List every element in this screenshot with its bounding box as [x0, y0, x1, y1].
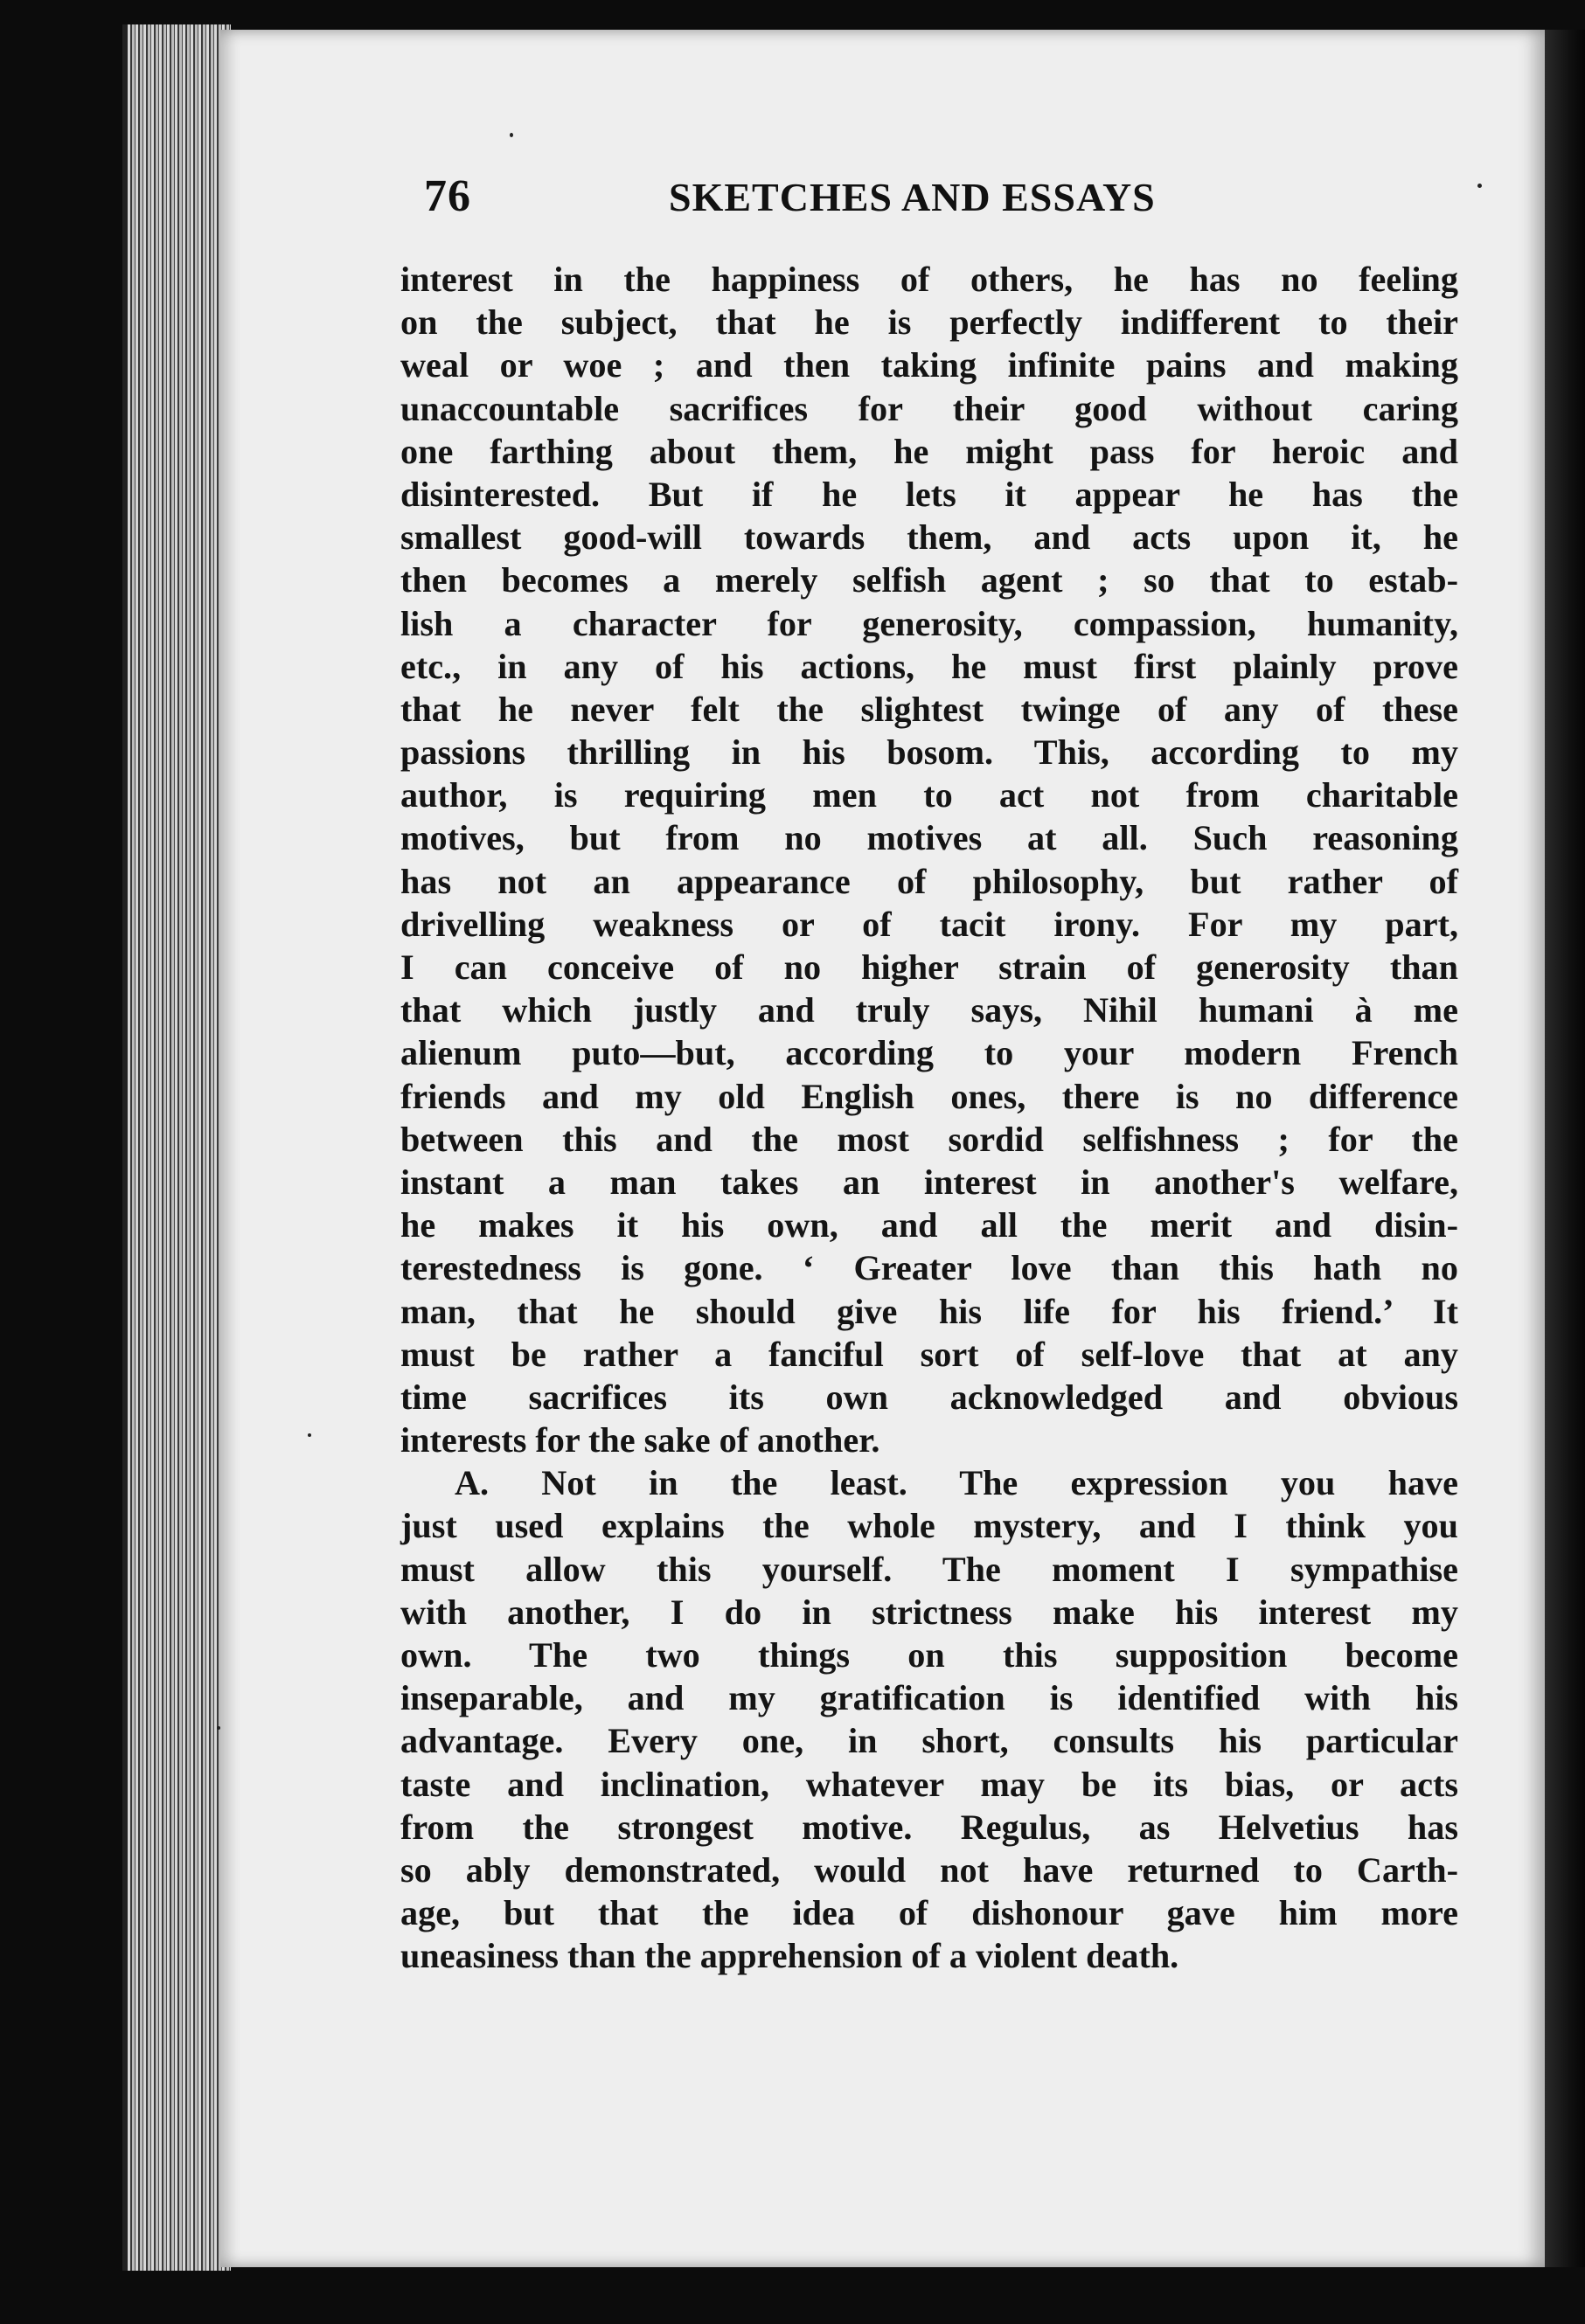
running-title: SKETCHES AND ESSAYS [669, 175, 1156, 219]
body-text [400, 258, 1458, 1978]
text-line: friends and my old English ones, there is no difference [400, 1076, 1458, 1116]
text-line: between this and the most sordid selfishness ; for the [400, 1119, 1458, 1159]
text-line: drivelling weakness or of tacit irony. For my part, [400, 904, 1458, 944]
text-line: man, that he should give his life for his friend.’ It [400, 1291, 1458, 1331]
text-line: motives, but from no motives at all. Such reasoning [400, 818, 1458, 858]
text-line: alienum puto—but, according to your modern French [400, 1033, 1458, 1073]
text-line: passions thrilling in his bosom. This, according to my [400, 732, 1458, 773]
text-line: with another, I do in strictness make his interest my [400, 1592, 1458, 1632]
text-line: time sacrifices its own acknowledged and obvious [400, 1377, 1458, 1417]
scan-speck [217, 1726, 220, 1730]
text-line: smallest good-will towards them, and acts upon it, he [400, 517, 1458, 558]
text-line: advantage. Every one, in short, consults his particular [400, 1721, 1458, 1761]
book-page-edges [122, 24, 231, 2271]
scan-speck [1477, 184, 1482, 188]
text-line: must allow this yourself. The moment I sympathise [400, 1549, 1458, 1589]
text-line: on the subject, that he is perfectly indifferent to their [400, 302, 1458, 343]
text-line: he makes it his own, and all the merit and disin- [400, 1205, 1458, 1245]
text-line: that he never felt the slightest twinge of any of these [400, 689, 1458, 729]
text-line: has not an appearance of philosophy, but rather of [400, 861, 1458, 901]
text-line: instant a man takes an interest in another's welfare, [400, 1162, 1458, 1202]
text-line: own. The two things on this supposition become [400, 1635, 1458, 1675]
text-line: disinterested. But if he lets it appear he has the [400, 474, 1458, 514]
text-line: inseparable, and my gratification is identified with his [400, 1678, 1458, 1718]
text-line: taste and inclination, whatever may be its bias, or acts [400, 1764, 1458, 1804]
text-line: author, is requiring men to act not from charitable [400, 775, 1458, 815]
text-line: from the strongest motive. Regulus, as Helvetius has [400, 1807, 1458, 1847]
text-line: then becomes a merely selfish agent ; so that to estab- [400, 560, 1458, 600]
book-binding-shadow [1545, 30, 1585, 2267]
page-number: 76 [424, 171, 471, 221]
text-line: so ably demonstrated, would not have returned to Carth- [400, 1849, 1458, 1890]
text-line: I can conceive of no higher strain of generosity than [400, 947, 1458, 987]
scan-speck [510, 133, 513, 137]
text-line: unaccountable sacrifices for their good without caring [400, 388, 1458, 428]
text-line: uneasiness than the apprehension of a violent death. [400, 1936, 1179, 1976]
text-line: just used explains the whole mystery, and I think you [400, 1506, 1458, 1546]
text-line: interests for the sake of another. [400, 1420, 880, 1460]
scan-speck [308, 1433, 311, 1437]
page-header [424, 170, 1491, 249]
text-line: terestedness is gone. ‘ Greater love than this hath no [400, 1248, 1458, 1288]
text-line: interest in the happiness of others, he has no feeling [400, 260, 1458, 299]
text-line: one farthing about them, he might pass for heroic and [400, 431, 1458, 471]
text-line: A. Not in the least. The expression you have [455, 1463, 1458, 1503]
text-line: etc., in any of his actions, he must first plainly prove [400, 646, 1458, 686]
text-line: weal or woe ; and then taking infinite pains and making [400, 345, 1458, 385]
text-line: must be rather a fanciful sort of self-love that at any [400, 1334, 1458, 1374]
text-line: age, but that the idea of dishonour gave him more [400, 1893, 1458, 1933]
text-line: lish a character for generosity, compassion, humanity, [400, 603, 1458, 643]
text-line: that which justly and truly says, Nihil humani à me [400, 990, 1458, 1030]
